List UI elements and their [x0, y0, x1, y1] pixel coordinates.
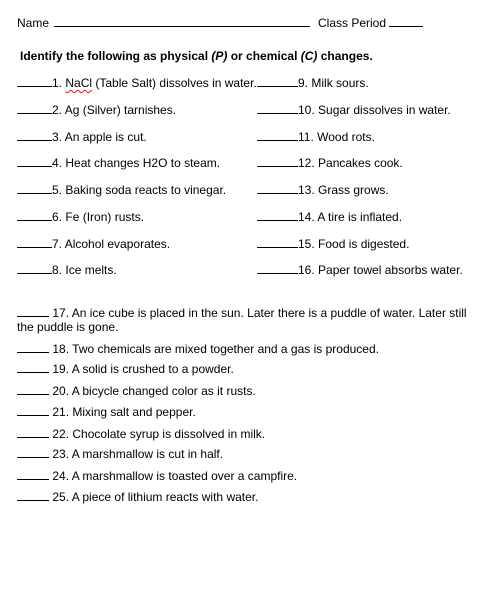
question-5: 5. Baking soda reacts to vinegar. — [17, 183, 226, 197]
question-8: 8. Ice melts. — [17, 263, 117, 277]
answer-blank[interactable] — [17, 500, 49, 501]
question-25: 25. A piece of lithium reacts with water. — [17, 490, 258, 504]
answer-blank[interactable] — [257, 166, 298, 167]
name-blank[interactable] — [54, 26, 310, 27]
question-10: 10. Sugar dissolves in water. — [257, 103, 451, 117]
answer-blank[interactable] — [257, 113, 298, 114]
answer-blank[interactable] — [17, 479, 49, 480]
question-14: 14. A tire is inflated. — [257, 210, 402, 224]
question-7: 7. Alcohol evaporates. — [17, 237, 170, 251]
class-period-blank[interactable] — [389, 26, 423, 27]
answer-blank[interactable] — [17, 140, 52, 141]
question-17: 17. An ice cube is placed in the sun. Later there is a puddle of water. Later still the puddle is gone. — [17, 306, 467, 334]
answer-blank[interactable] — [257, 193, 298, 194]
answer-blank[interactable] — [17, 352, 49, 353]
question-12: 12. Pancakes cook. — [257, 156, 403, 170]
question-9: 9. Milk sours. — [257, 76, 369, 90]
class-period-row — [318, 16, 423, 30]
answer-blank[interactable] — [17, 247, 52, 248]
question-4: 4. Heat changes H2O to steam. — [17, 156, 220, 170]
answer-blank[interactable] — [17, 193, 52, 194]
question-2: 2. Ag (Silver) tarnishes. — [17, 103, 176, 117]
question-22: 22. Chocolate syrup is dissolved in milk. — [17, 427, 265, 441]
question-6: 6. Fe (Iron) rusts. — [17, 210, 144, 224]
answer-blank[interactable] — [17, 316, 49, 317]
answer-blank[interactable] — [257, 220, 298, 221]
question-11: 11. Wood rots. — [257, 130, 375, 144]
question-15: 15. Food is digested. — [257, 237, 409, 251]
question-21: 21. Mixing salt and pepper. — [17, 405, 196, 419]
question-18: 18. Two chemicals are mixed together and a gas is produced. — [17, 342, 379, 356]
question-16: 16. Paper towel absorbs water. — [257, 263, 463, 277]
answer-blank[interactable] — [17, 113, 52, 114]
class-period-label: Class Period — [318, 16, 387, 30]
question-13: 13. Grass grows. — [257, 183, 389, 197]
answer-blank[interactable] — [17, 394, 49, 395]
answer-blank[interactable] — [257, 86, 298, 87]
name-field-row — [17, 16, 310, 30]
answer-blank[interactable] — [17, 166, 52, 167]
answer-blank[interactable] — [17, 86, 52, 87]
question-24: 24. A marshmallow is toasted over a campfire. — [17, 469, 297, 483]
answer-blank[interactable] — [257, 273, 298, 274]
answer-blank[interactable] — [17, 437, 49, 438]
answer-blank[interactable] — [257, 247, 298, 248]
answer-blank[interactable] — [17, 220, 52, 221]
question-20: 20. A bicycle changed color as it rusts. — [17, 384, 256, 398]
instructions: Identify the following as physical (P) or chemical (C) changes. — [20, 49, 373, 63]
question-19: 19. A solid is crushed to a powder. — [17, 362, 234, 376]
answer-blank[interactable] — [17, 372, 49, 373]
question-23: 23. A marshmallow is cut in half. — [17, 447, 223, 461]
answer-blank[interactable] — [17, 415, 49, 416]
name-label: Name — [17, 16, 50, 30]
answer-blank[interactable] — [257, 140, 298, 141]
answer-blank[interactable] — [17, 273, 52, 274]
answer-blank[interactable] — [17, 457, 49, 458]
question-3: 3. An apple is cut. — [17, 130, 147, 144]
question-1: 1. NaCl (Table Salt) dissolves in water. — [17, 76, 257, 90]
